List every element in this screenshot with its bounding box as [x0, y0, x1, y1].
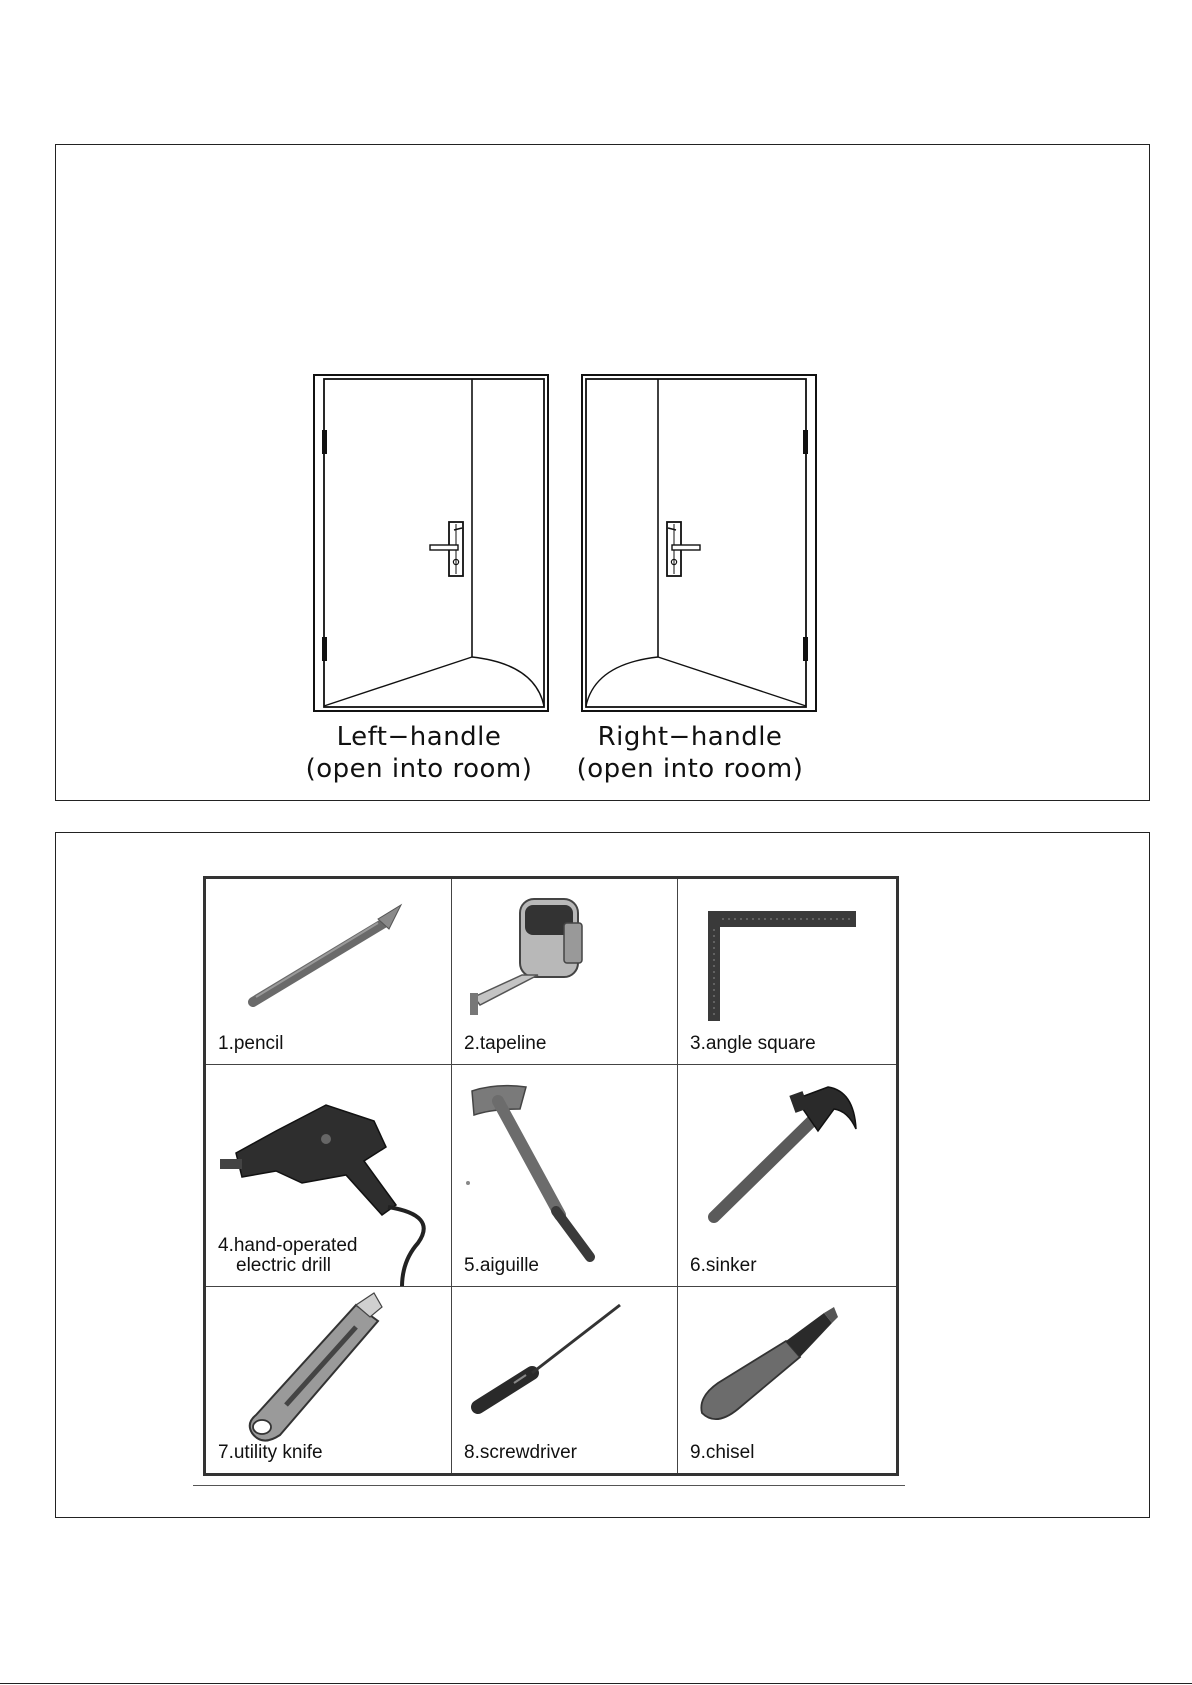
swing-arc-icon: [586, 657, 658, 706]
right-handle-subtitle: (open into room): [576, 754, 804, 784]
tool-label: 5.aiguille: [464, 1255, 539, 1276]
tool-label: 9.chisel: [690, 1442, 755, 1463]
right-handle-title: Right−handle: [597, 722, 783, 752]
tool-label: 8.screwdriver: [464, 1442, 577, 1463]
door-frame-inner: [324, 379, 544, 707]
tools-panel: [55, 832, 1150, 1518]
tool-label: 1.pencil: [218, 1033, 284, 1054]
tool-cell-screwdriver: [452, 1287, 678, 1473]
left-handle-caption: [284, 721, 554, 785]
swing-arc-icon: [472, 657, 544, 706]
tool-cell-pencil: [206, 879, 452, 1065]
tool-label: 2.tapeline: [464, 1033, 547, 1054]
tool-label-line1: 4.hand-operated: [218, 1235, 358, 1256]
tool-label-line2: electric drill: [236, 1255, 332, 1276]
tool-label: 3.angle square: [690, 1033, 816, 1054]
left-handle-title: Left−handle: [336, 722, 502, 752]
hinge-icon: [322, 637, 327, 661]
door-lock-icon: [667, 522, 700, 576]
swing-line: [324, 657, 472, 706]
hinge-icon: [803, 430, 808, 454]
aiguille-icon: [452, 1065, 678, 1287]
swing-line: [658, 657, 806, 706]
grid-underline-divider: [193, 1485, 905, 1486]
left-handle-door-diagram: [313, 374, 555, 720]
tool-cell-aiguille: [452, 1065, 678, 1287]
door-frame-outer: [582, 375, 816, 711]
tool-label: [218, 1236, 357, 1276]
tool-cell-chisel: [678, 1287, 896, 1473]
tool-cell-electric-drill: [206, 1065, 452, 1287]
tool-cell-angle-square: [678, 879, 896, 1065]
tool-cell-tapeline: [452, 879, 678, 1065]
left-handle-subtitle: (open into room): [305, 754, 533, 784]
tool-cell-sinker: [678, 1065, 896, 1287]
right-handle-caption: [555, 721, 825, 785]
tool-cell-utility-knife: [206, 1287, 452, 1473]
tool-label: 6.sinker: [690, 1255, 757, 1276]
footer-divider: [0, 1683, 1192, 1684]
door-frame-inner: [586, 379, 806, 707]
hammer-icon: [678, 1065, 896, 1287]
hinge-icon: [322, 430, 327, 454]
tool-label: 7.utility knife: [218, 1442, 323, 1463]
door-handing-panel: [55, 144, 1150, 801]
tools-grid: [203, 876, 899, 1476]
door-frame-outer: [314, 375, 548, 711]
hinge-icon: [803, 637, 808, 661]
right-handle-door-diagram: [581, 374, 823, 720]
door-lock-icon: [430, 522, 463, 576]
